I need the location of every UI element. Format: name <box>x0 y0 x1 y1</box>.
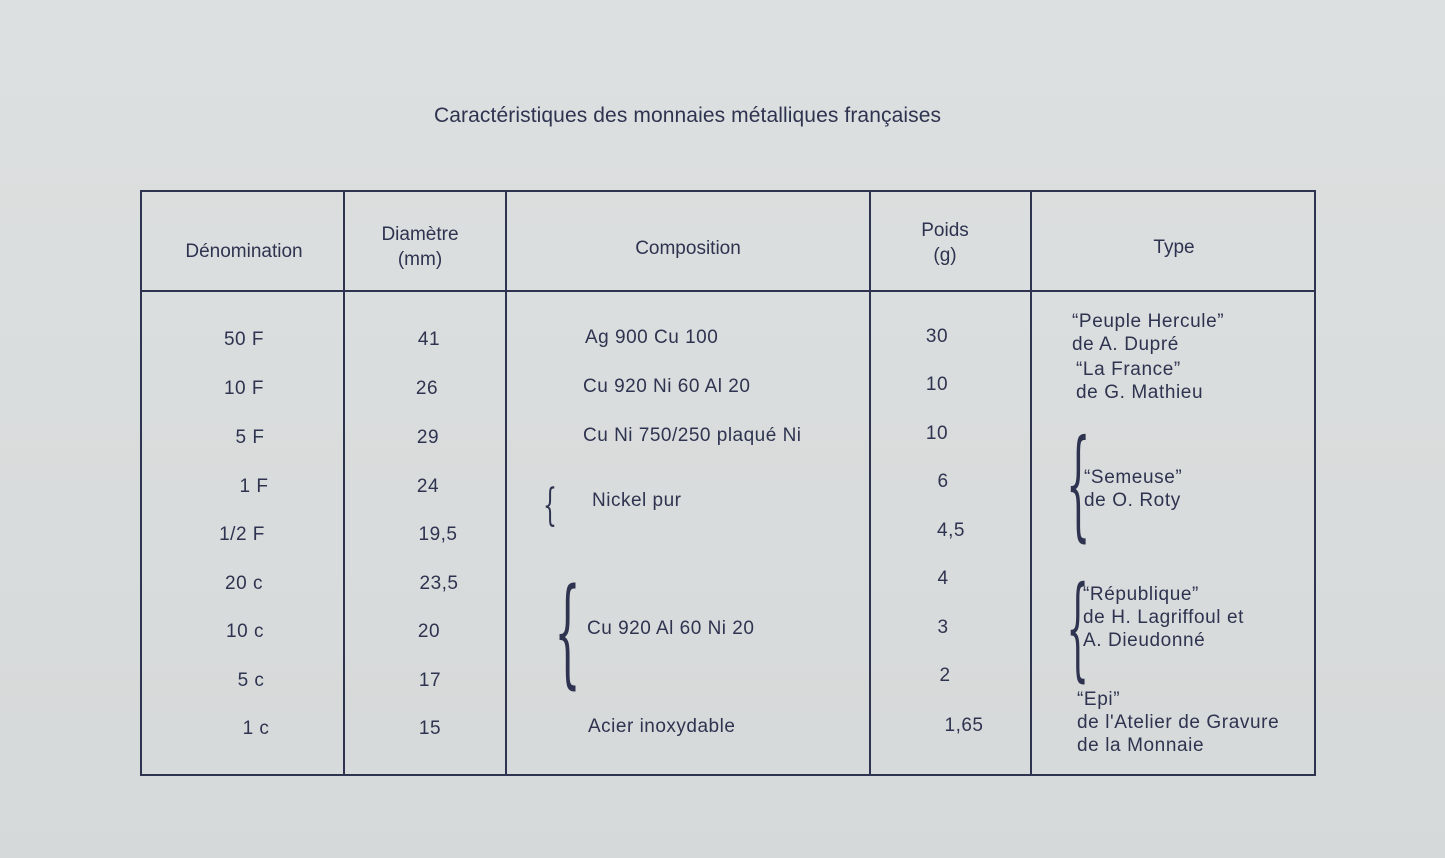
type-name: “Peuple Hercule” <box>1072 311 1225 332</box>
type-entry <box>1084 466 1182 512</box>
type-entry <box>1077 688 1279 757</box>
header-divider <box>142 290 1314 292</box>
cell-denomination: 10 c <box>226 621 264 642</box>
column-divider <box>343 192 345 774</box>
cell-poids: 6 <box>937 471 949 492</box>
cell-diametre: 29 <box>416 427 440 448</box>
brace-icon: { <box>554 562 581 700</box>
cell-poids: 4 <box>937 568 949 589</box>
type-entry <box>1076 358 1203 404</box>
brace-icon: { <box>1065 415 1091 554</box>
cell-composition: Cu Ni 750/250 plaqué Ni <box>583 425 802 446</box>
cell-composition: Acier inoxydable <box>588 716 736 737</box>
type-author: de G. Mathieu <box>1076 382 1204 403</box>
header-diametre-unit: (mm) <box>397 249 443 270</box>
brace-icon: { <box>543 480 557 531</box>
cell-composition: Ag 900 Cu 100 <box>585 327 719 348</box>
cell-poids: 3 <box>937 617 949 638</box>
header-diametre-label: Diamètre <box>381 224 459 245</box>
cell-diametre: 24 <box>416 476 440 497</box>
cell-diametre: 17 <box>418 670 442 691</box>
type-author: de A. Dupré <box>1072 334 1179 355</box>
cell-denomination: 1 F <box>239 476 269 497</box>
type-name: “République” <box>1083 584 1199 605</box>
header-poids <box>921 218 969 268</box>
cell-composition: Nickel pur <box>592 490 682 511</box>
type-author: de la Monnaie <box>1077 735 1205 756</box>
type-author: de l'Atelier de Gravure <box>1077 712 1280 733</box>
cell-denomination: 1/2 F <box>219 524 265 545</box>
cell-diametre: 20 <box>417 621 441 642</box>
cell-poids: 30 <box>925 326 949 347</box>
header-denomination: Dénomination <box>185 241 303 262</box>
column-divider <box>1030 192 1032 774</box>
header-type: Type <box>1153 237 1195 258</box>
type-author: de H. Lagriffoul et <box>1083 607 1245 628</box>
cell-denomination: 50 F <box>223 329 265 350</box>
cell-composition: Cu 920 Ni 60 Al 20 <box>583 376 751 397</box>
column-divider <box>505 192 507 774</box>
cell-diametre: 41 <box>417 329 441 350</box>
header-diametre <box>381 222 458 272</box>
column-divider <box>869 192 871 774</box>
document-title: Caractéristiques des monnaies métalliques françaises <box>434 104 942 127</box>
header-composition: Composition <box>635 238 741 259</box>
cell-poids: 4,5 <box>937 520 965 541</box>
cell-poids: 10 <box>925 374 949 395</box>
type-name: “Epi” <box>1077 689 1121 710</box>
cell-diametre: 15 <box>418 718 442 739</box>
cell-poids: 2 <box>939 665 951 686</box>
cell-denomination: 1 c <box>242 718 270 739</box>
type-entry <box>1072 310 1224 356</box>
type-name: “La France” <box>1076 359 1181 380</box>
cell-diametre: 19,5 <box>418 524 458 545</box>
cell-denomination: 20 c <box>225 573 263 594</box>
cell-denomination: 5 F <box>235 427 265 448</box>
cell-denomination: 10 F <box>223 378 265 399</box>
type-author: A. Dieudonné <box>1083 630 1206 651</box>
cell-diametre: 26 <box>415 378 439 399</box>
header-poids-unit: (g) <box>933 245 957 266</box>
header-poids-label: Poids <box>921 220 969 241</box>
brace-icon: { <box>1066 563 1090 693</box>
cell-poids: 1,65 <box>944 715 984 736</box>
cell-diametre: 23,5 <box>419 573 459 594</box>
cell-denomination: 5 c <box>237 670 265 691</box>
cell-composition: Cu 920 Al 60 Ni 20 <box>587 618 755 639</box>
cell-poids: 10 <box>925 423 949 444</box>
type-entry <box>1083 583 1244 652</box>
type-name: “Semeuse” <box>1084 467 1183 488</box>
type-author: de O. Roty <box>1084 490 1181 511</box>
